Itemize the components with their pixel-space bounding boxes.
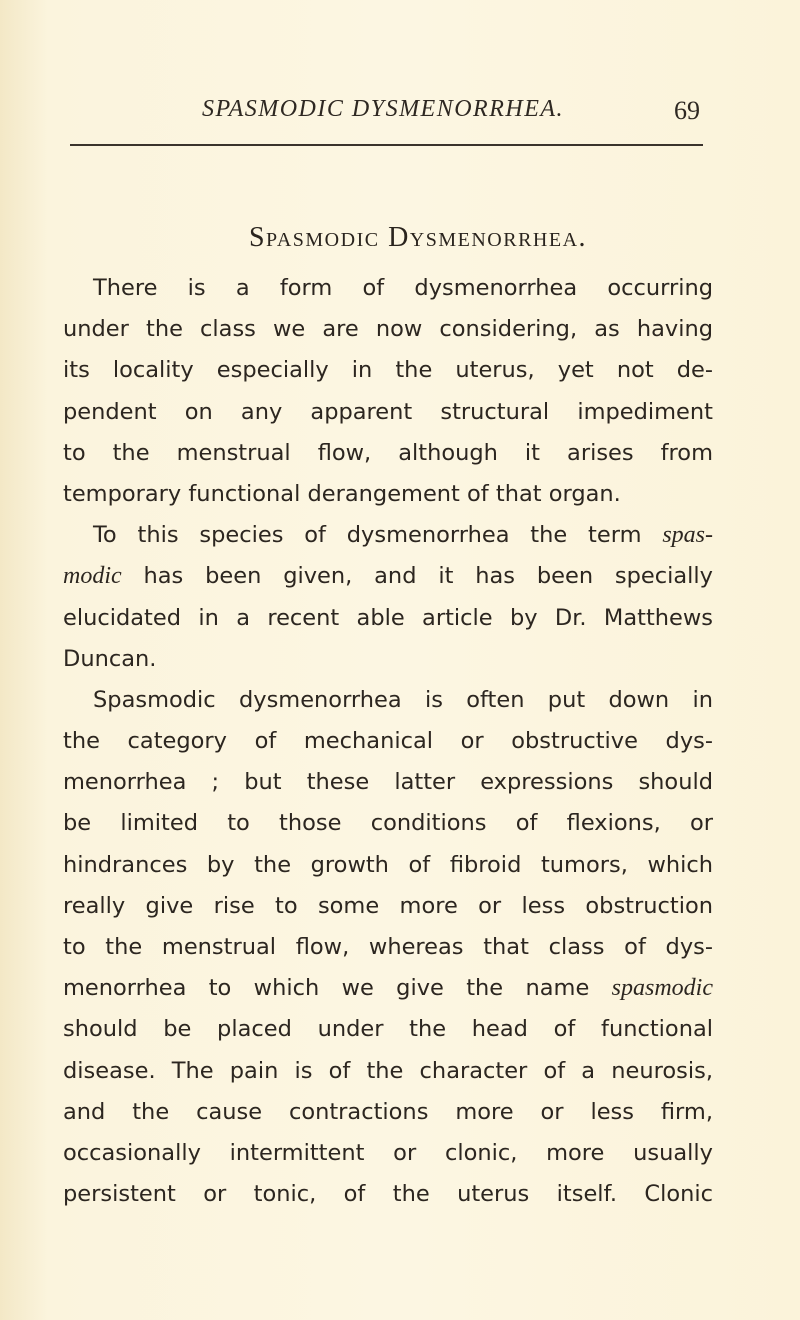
running-head-title: SPASMODIC DYSMENORRHEA. [202,96,565,122]
text-line [63,268,713,309]
text-run: There is a form of dysmenorrhea occurring [93,275,713,301]
text-line [63,1092,713,1133]
text-line [63,845,713,886]
text-run: has been given, and it has been specially [121,563,713,590]
section-heading: Spasmodic Dysmenorrhea. [248,222,588,253]
text-line [63,433,713,474]
text-run: be limited to those conditions of flexions, or [63,810,713,837]
text-line [63,639,713,680]
text-line [63,1009,713,1050]
text-run: under the class we are now considering, as having [63,316,713,343]
text-line [63,927,713,968]
text-run: menorrhea to which we give the name [63,975,612,1002]
text-run: should be placed under the head of functional [63,1016,713,1043]
text-run: really give rise to some more or less obstruction [63,892,713,919]
text-run: to the menstrual flow, whereas that class of dys- [63,934,713,960]
text-run: its locality especially in the uterus, yet not de- [63,357,713,384]
text-run: and the cause contractions more or less firm, [63,1098,713,1125]
text-line [63,515,713,556]
text-line [63,803,713,844]
text-run: disease. The pain is of the character of a neurosis, [63,1057,713,1084]
body-text [63,268,713,1215]
text-line [63,474,713,515]
text-run: persistent or tonic, of the uterus itself. Clonic [63,1181,713,1208]
text-line [63,1174,713,1215]
text-run: the category of mechanical or obstructive dys- [63,728,713,755]
text-run: elucidated in a recent able article by Dr. Matthews [63,604,713,631]
italic-term: modic [63,563,122,590]
text-line [63,556,713,597]
text-line [63,392,713,433]
text-line [63,598,713,639]
text-run: Spasmodic dysmenorrhea is often put down in [93,686,713,713]
text-line [63,968,713,1009]
page-number: 69 [674,96,700,125]
text-line [63,309,713,350]
text-line [63,886,713,927]
text-line [63,1133,713,1174]
text-line [63,721,713,762]
text-run: Duncan. [63,645,157,672]
text-line [63,350,713,391]
italic-term: spas- [662,522,713,549]
text-run: To this species of dysmenorrhea the term [93,522,663,549]
italic-term: spasmodic [611,975,713,1002]
text-run: occasionally intermittent or clonic, more usually [63,1139,713,1166]
running-head [70,96,700,132]
text-line [63,1051,713,1092]
text-run: hindrances by the growth of fibroid tumors, which [63,851,713,878]
text-run: to the menstrual flow, although it arises from [63,439,713,466]
text-line [63,680,713,721]
text-run: menorrhea ; but these latter expressions should [63,769,713,796]
text-line [63,762,713,803]
text-run: temporary functional derangement of that organ. [63,480,621,507]
header-rule [70,144,703,146]
text-run: pendent on any apparent structural impediment [63,398,713,425]
